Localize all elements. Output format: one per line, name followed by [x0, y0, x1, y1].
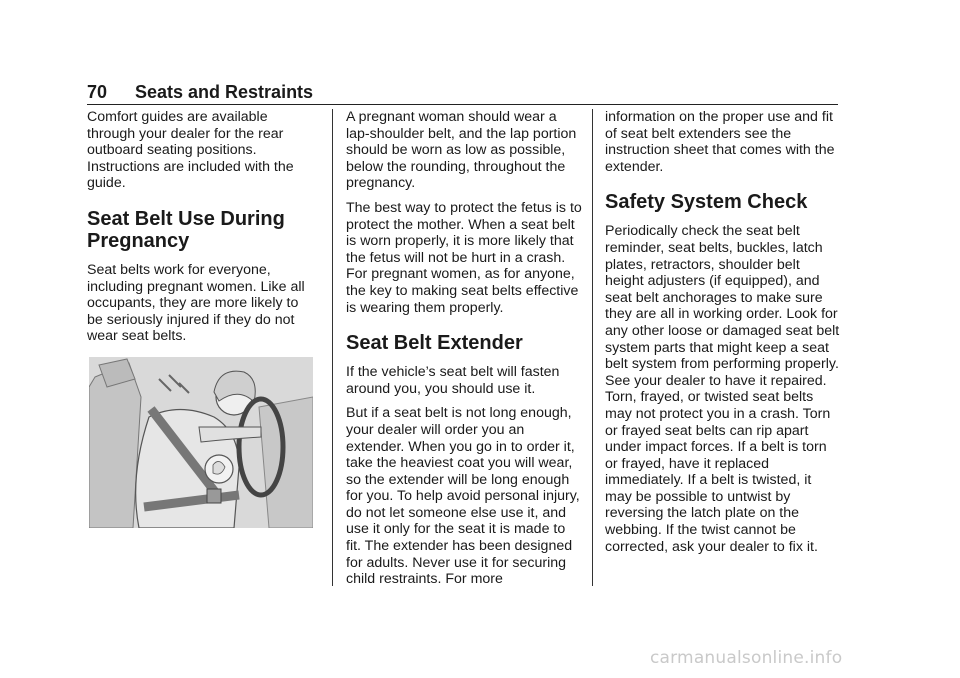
paragraph: If the vehicle’s seat belt will fasten around you, you should use it. — [346, 364, 560, 397]
paragraph: Seat belts work for everyone, including pregnant women. Like all occupants, they are more likely to be seriously injured if they do not wear seat belts. — [87, 261, 305, 345]
page-number: 70 — [87, 82, 108, 102]
illustration-drawing — [89, 357, 313, 528]
page-header — [87, 82, 838, 105]
heading-safety-system-check: Safety System Check — [605, 191, 808, 214]
section-title: Seats and Restraints — [135, 82, 314, 102]
pregnant-woman-seat-belt-illustration — [89, 357, 313, 528]
watermark: carmanualsonline.info — [650, 648, 843, 668]
column-divider — [592, 109, 593, 586]
heading-seat-belt-pregnancy: Seat Belt Use During Pregnancy — [87, 207, 285, 252]
column-2 — [346, 109, 582, 596]
paragraph: information on the proper use and fit of seat belt extenders see the instruction sheet that comes with the extender. — [605, 109, 835, 175]
paragraph: Periodically check the seat belt reminder, seat belts, buckles, latch plates, retractors, shoulder belt height adjusters (if equipped), and seat belt anchorages to make sure they are all in working order. Look for any other loose or damaged seat belt system parts that might keep a seat belt system from performing properly. See your dealer to have it repaired. Torn, frayed, or twisted seat belts may not protect you in a crash. Torn or frayed seat belts can rip apart under impact forces. If a belt is torn or frayed, have it replaced immediately. If a belt is twisted, it may be possible to untwist by reversing the latch plate on the webbing. If the twist cannot be corrected, ask your dealer to fix it. — [605, 223, 840, 555]
paragraph: But if a seat belt is not long enough, your dealer will order you an extender. When you go in to order it, take the heaviest coat you will wear, so the extender will be long enough for you. To help avoid personal injury, do not let someone else use it, and use it only for the seat it is made to fit. The extender has been designed for adults. Never use it for securing child restraints. For more — [346, 405, 580, 588]
column-divider — [332, 109, 333, 586]
paragraph: A pregnant woman should wear a lap-shoulder belt, and the lap portion should be worn as low as possible, below the rounding, throughout the pregnancy. — [346, 109, 577, 192]
paragraph: Comfort guides are available through your dealer for the rear outboard seating positions. Instructions are included with the guide. — [87, 109, 294, 192]
heading-seat-belt-extender: Seat Belt Extender — [346, 332, 523, 355]
paragraph: The best way to protect the fetus is to protect the mother. When a seat belt is worn properly, it is more likely that the fetus will not be hurt in a crash. For pregnant women, as for anyone, the key to making seat belts effective is wearing them properly. — [346, 199, 582, 316]
column-3 — [605, 109, 841, 563]
column-1 — [87, 109, 315, 353]
